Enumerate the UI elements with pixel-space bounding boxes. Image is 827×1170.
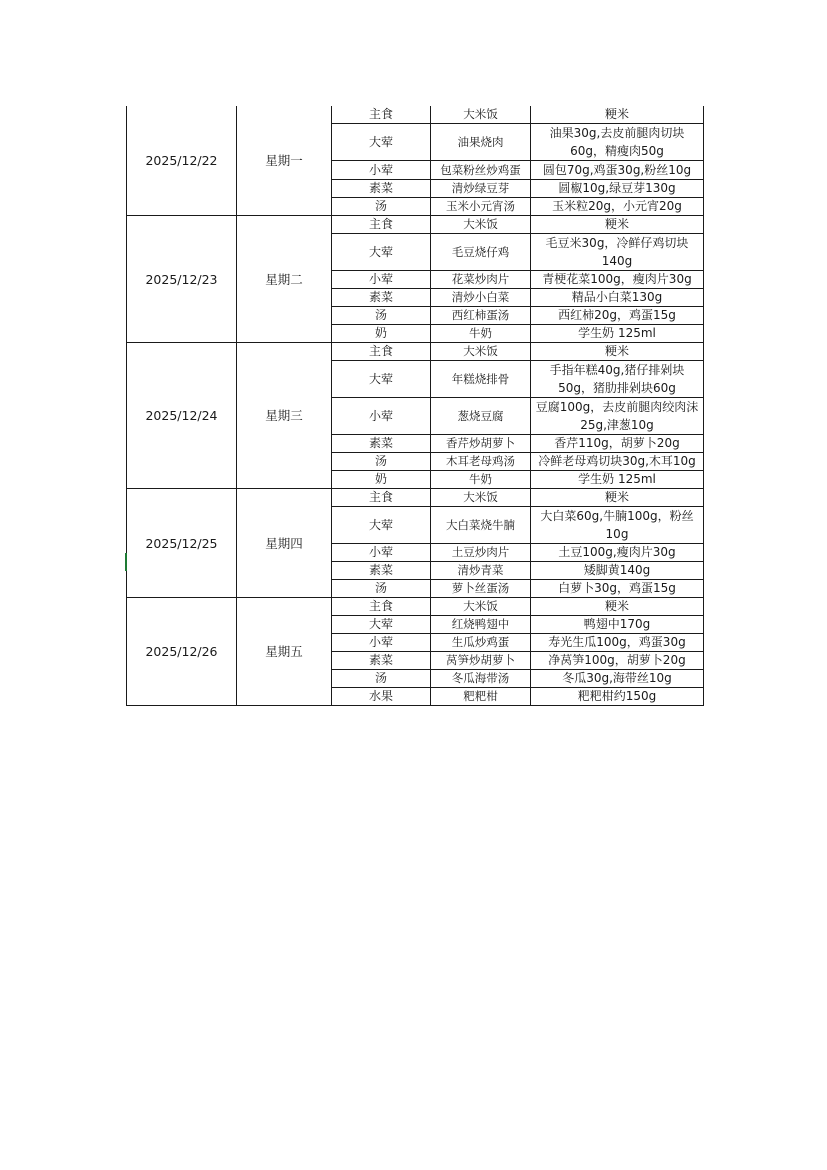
meal-category-cell: 小荤 — [332, 544, 431, 562]
date-cell: 2025/12/23 — [127, 216, 237, 343]
ingredient-detail-cell: 冬瓜30g,海带丝10g — [531, 670, 704, 688]
dish-name-cell: 大白菜烧牛腩 — [431, 507, 531, 544]
meal-category-cell: 水果 — [332, 688, 431, 706]
meal-category-cell: 主食 — [332, 598, 431, 616]
ingredient-detail-cell: 粳米 — [531, 216, 704, 234]
ingredient-detail-cell: 粳米 — [531, 489, 704, 507]
meal-category-cell: 素菜 — [332, 562, 431, 580]
dish-name-cell: 土豆炒肉片 — [431, 544, 531, 562]
dish-name-cell: 毛豆烧仔鸡 — [431, 234, 531, 271]
meal-category-cell: 素菜 — [332, 180, 431, 198]
meal-category-cell: 汤 — [332, 198, 431, 216]
meal-category-cell: 奶 — [332, 471, 431, 489]
ingredient-detail-cell: 粳米 — [531, 343, 704, 361]
ingredient-detail-cell: 油果30g,去皮前腿肉切块60g，精瘦肉50g — [531, 124, 704, 161]
menu-row — [127, 343, 704, 361]
ingredient-detail-cell: 学生奶 125ml — [531, 325, 704, 343]
meal-category-cell: 主食 — [332, 106, 431, 124]
dish-name-cell: 香芹炒胡萝卜 — [431, 435, 531, 453]
meal-category-cell: 素菜 — [332, 652, 431, 670]
ingredient-detail-cell: 冷鲜老母鸡切块30g,木耳10g — [531, 453, 704, 471]
meal-category-cell: 小荤 — [332, 161, 431, 180]
meal-category-cell: 大荤 — [332, 616, 431, 634]
meal-category-cell: 大荤 — [332, 124, 431, 161]
meal-category-cell: 汤 — [332, 453, 431, 471]
weekday-cell: 星期三 — [237, 343, 332, 489]
dish-name-cell: 粑粑柑 — [431, 688, 531, 706]
date-cell: 2025/12/24 — [127, 343, 237, 489]
ingredient-detail-cell: 玉米粒20g，小元宵20g — [531, 198, 704, 216]
dish-name-cell: 大米饭 — [431, 598, 531, 616]
dish-name-cell: 油果烧肉 — [431, 124, 531, 161]
date-cell: 2025/12/26 — [127, 598, 237, 706]
dish-name-cell: 大米饭 — [431, 489, 531, 507]
dish-name-cell: 木耳老母鸡汤 — [431, 453, 531, 471]
cell-cursor-marker — [125, 553, 127, 571]
ingredient-detail-cell: 矮脚黄140g — [531, 562, 704, 580]
dish-name-cell: 大米饭 — [431, 106, 531, 124]
ingredient-detail-cell: 土豆100g,瘦肉片30g — [531, 544, 704, 562]
dish-name-cell: 萝卜丝蛋汤 — [431, 580, 531, 598]
meal-category-cell: 汤 — [332, 307, 431, 325]
ingredient-detail-cell: 净莴笋100g，胡萝卜20g — [531, 652, 704, 670]
ingredient-detail-cell: 学生奶 125ml — [531, 471, 704, 489]
dish-name-cell: 清炒小白菜 — [431, 289, 531, 307]
ingredient-detail-cell: 香芹110g，胡萝卜20g — [531, 435, 704, 453]
dish-name-cell: 冬瓜海带汤 — [431, 670, 531, 688]
meal-category-cell: 小荤 — [332, 634, 431, 652]
menu-row — [127, 489, 704, 507]
meal-category-cell: 小荤 — [332, 271, 431, 289]
dish-name-cell: 葱烧豆腐 — [431, 398, 531, 435]
menu-table-body — [127, 106, 704, 706]
meal-category-cell: 主食 — [332, 216, 431, 234]
dish-name-cell: 年糕烧排骨 — [431, 361, 531, 398]
weekday-cell: 星期五 — [237, 598, 332, 706]
weekday-cell: 星期二 — [237, 216, 332, 343]
meal-category-cell: 小荤 — [332, 398, 431, 435]
ingredient-detail-cell: 圆椒10g,绿豆芽130g — [531, 180, 704, 198]
meal-category-cell: 汤 — [332, 580, 431, 598]
ingredient-detail-cell: 青梗花菜100g，瘦肉片30g — [531, 271, 704, 289]
dish-name-cell: 莴笋炒胡萝卜 — [431, 652, 531, 670]
meal-category-cell: 主食 — [332, 343, 431, 361]
date-cell: 2025/12/22 — [127, 106, 237, 216]
weekly-menu-table — [126, 106, 704, 706]
dish-name-cell: 玉米小元宵汤 — [431, 198, 531, 216]
menu-row — [127, 598, 704, 616]
dish-name-cell: 西红柿蛋汤 — [431, 307, 531, 325]
meal-category-cell: 大荤 — [332, 507, 431, 544]
ingredient-detail-cell: 粑粑柑约150g — [531, 688, 704, 706]
ingredient-detail-cell: 豆腐100g，去皮前腿肉绞肉沫25g,津葱10g — [531, 398, 704, 435]
meal-category-cell: 主食 — [332, 489, 431, 507]
meal-category-cell: 素菜 — [332, 289, 431, 307]
dish-name-cell: 花菜炒肉片 — [431, 271, 531, 289]
meal-category-cell: 大荤 — [332, 361, 431, 398]
dish-name-cell: 红烧鸭翅中 — [431, 616, 531, 634]
meal-category-cell: 奶 — [332, 325, 431, 343]
ingredient-detail-cell: 粳米 — [531, 598, 704, 616]
dish-name-cell: 清炒绿豆芽 — [431, 180, 531, 198]
meal-category-cell: 素菜 — [332, 435, 431, 453]
dish-name-cell: 生瓜炒鸡蛋 — [431, 634, 531, 652]
ingredient-detail-cell: 毛豆米30g，冷鲜仔鸡切块140g — [531, 234, 704, 271]
ingredient-detail-cell: 圆包70g,鸡蛋30g,粉丝10g — [531, 161, 704, 180]
ingredient-detail-cell: 大白菜60g,牛腩100g，粉丝10g — [531, 507, 704, 544]
meal-category-cell: 大荤 — [332, 234, 431, 271]
ingredient-detail-cell: 西红柿20g，鸡蛋15g — [531, 307, 704, 325]
menu-row — [127, 216, 704, 234]
dish-name-cell: 清炒青菜 — [431, 562, 531, 580]
ingredient-detail-cell: 粳米 — [531, 106, 704, 124]
menu-row — [127, 106, 704, 124]
ingredient-detail-cell: 精品小白菜130g — [531, 289, 704, 307]
ingredient-detail-cell: 寿光生瓜100g，鸡蛋30g — [531, 634, 704, 652]
date-cell: 2025/12/25 — [127, 489, 237, 598]
ingredient-detail-cell: 手指年糕40g,猪仔排剁块50g，猪肋排剁块60g — [531, 361, 704, 398]
dish-name-cell: 大米饭 — [431, 343, 531, 361]
dish-name-cell: 牛奶 — [431, 325, 531, 343]
dish-name-cell: 牛奶 — [431, 471, 531, 489]
meal-category-cell: 汤 — [332, 670, 431, 688]
weekday-cell: 星期一 — [237, 106, 332, 216]
dish-name-cell: 大米饭 — [431, 216, 531, 234]
dish-name-cell: 包菜粉丝炒鸡蛋 — [431, 161, 531, 180]
weekday-cell: 星期四 — [237, 489, 332, 598]
ingredient-detail-cell: 鸭翅中170g — [531, 616, 704, 634]
ingredient-detail-cell: 白萝卜30g，鸡蛋15g — [531, 580, 704, 598]
